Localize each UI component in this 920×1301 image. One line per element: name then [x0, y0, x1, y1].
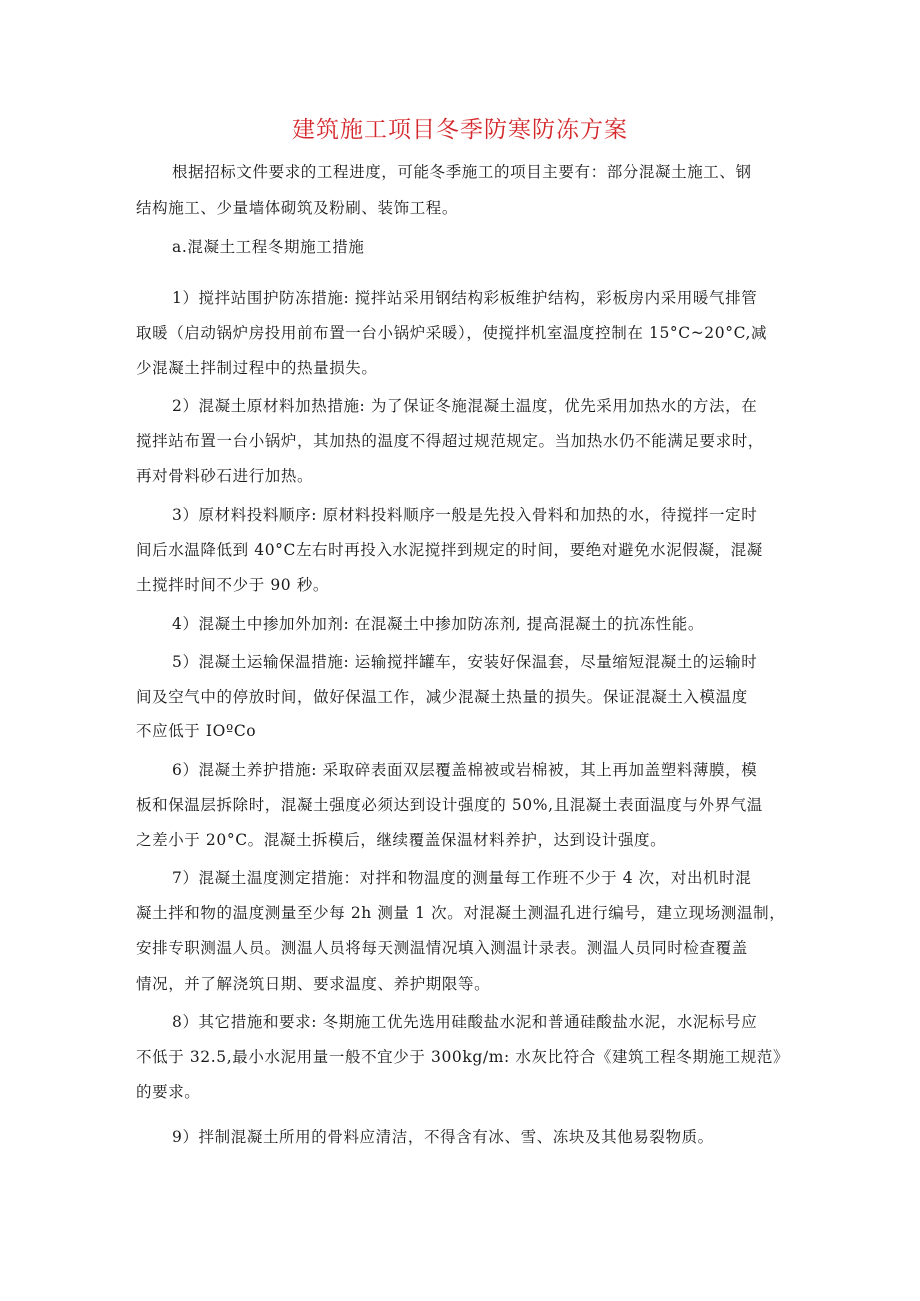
- paragraph-line: 间后水温降低到 40°C左右时再投入水泥搅拌到规定的时间，要绝对避免水泥假凝，混凝: [136, 541, 763, 559]
- paragraph-line: 间及空气中的停放时间，做好保温工作，减少混凝土热量的损失。保证混凝土入模温度: [136, 688, 748, 706]
- paragraph-line: 土搅拌时间不少于 90 秒。: [136, 576, 329, 594]
- document-title: 建筑施工项目冬季防寒防冻方案: [292, 117, 628, 143]
- paragraph-line: 不应低于 IOºCo: [136, 722, 257, 740]
- paragraph-line: 2）混凝土原材料加热措施: 为了保证冬施混凝土温度，优先采用加热水的方法，在: [172, 397, 758, 415]
- paragraph-line: 5）混凝土运输保温措施: 运输搅拌罐车，安装好保温套，尽量缩短混凝土的运输时: [172, 653, 758, 671]
- paragraph-line: 之差小于 20°C。混凝土拆模后，继续覆盖保温材料养护，达到设计强度。: [136, 831, 667, 849]
- paragraph-line: 根据招标文件要求的工程进度，可能冬季施工的项目主要有：部分混凝土施工、钢: [172, 163, 752, 181]
- paragraph-line: 搅拌站布置一台小锅炉，其加热的温度不得超过规范规定。当加热水仍不能满足要求时，: [136, 432, 764, 450]
- paragraph-line: 不低于 32.5,最小水泥用量一般不宜少于 300kg∕m: 水灰比符合《建筑工程冬期施工规范》: [136, 1048, 790, 1066]
- paragraph-line: 1）搅拌站围护防冻措施: 搅拌站采用钢结构彩板维护结构，彩板房内采用暖气排管: [172, 289, 758, 307]
- paragraph-line: 8）其它措施和要求: 冬期施工优先选用硅酸盐水泥和普通硅酸盐水泥，水泥标号应: [172, 1013, 758, 1031]
- paragraph-line: 少混凝土拌制过程中的热量损失。: [136, 359, 378, 377]
- paragraph-line: 板和保温层拆除时，混凝土强度必须达到设计强度的 50%,且混凝土表面温度与外界气温: [136, 796, 763, 814]
- paragraph-line: 情况，并了解浇筑日期、要求温度、养护期限等。: [136, 975, 491, 993]
- paragraph-line: 的要求。: [136, 1083, 201, 1101]
- paragraph-line: 凝土拌和物的温度测量至少每 2h 测量 1 次。对混凝土测温孔进行编号，建立现场测温制，: [136, 904, 786, 922]
- paragraph-line: 取暖（启动锅炉房投用前布置一台小锅炉采暖），使搅拌机室温度控制在 15°C~20°C,减: [136, 324, 768, 342]
- paragraph-line: 安排专职测温人员。测温人员将每天测温情况填入测温计录表。测温人员同时检查覆盖: [136, 939, 748, 957]
- paragraph-line: 9）拌制混凝土所用的骨料应清洁，不得含有冰、雪、冻块及其他易裂物质。: [172, 1128, 714, 1146]
- paragraph-line: 7）混凝土温度测定措施：对拌和物温度的测量每工作班不少于 4 次，对出机时混: [172, 869, 752, 887]
- section-heading: a.混凝土工程冬期施工措施: [172, 238, 365, 256]
- paragraph-line: 4）混凝土中掺加外加剂: 在混凝土中掺加防冻剂, 提高混凝土的抗冻性能。: [172, 615, 704, 633]
- paragraph-line: 结构施工、少量墙体砌筑及粉刷、装饰工程。: [136, 199, 459, 217]
- paragraph-line: 再对骨料砂石进行加热。: [136, 467, 314, 485]
- paragraph-line: 6）混凝土养护措施: 采取碎表面双层覆盖棉被或岩棉被，其上再加盖塑料薄膜，模: [172, 761, 758, 779]
- paragraph-line: 3）原材料投料顺序: 原材料投料顺序一般是先投入骨料和加热的水，待搅拌一定时: [172, 506, 758, 524]
